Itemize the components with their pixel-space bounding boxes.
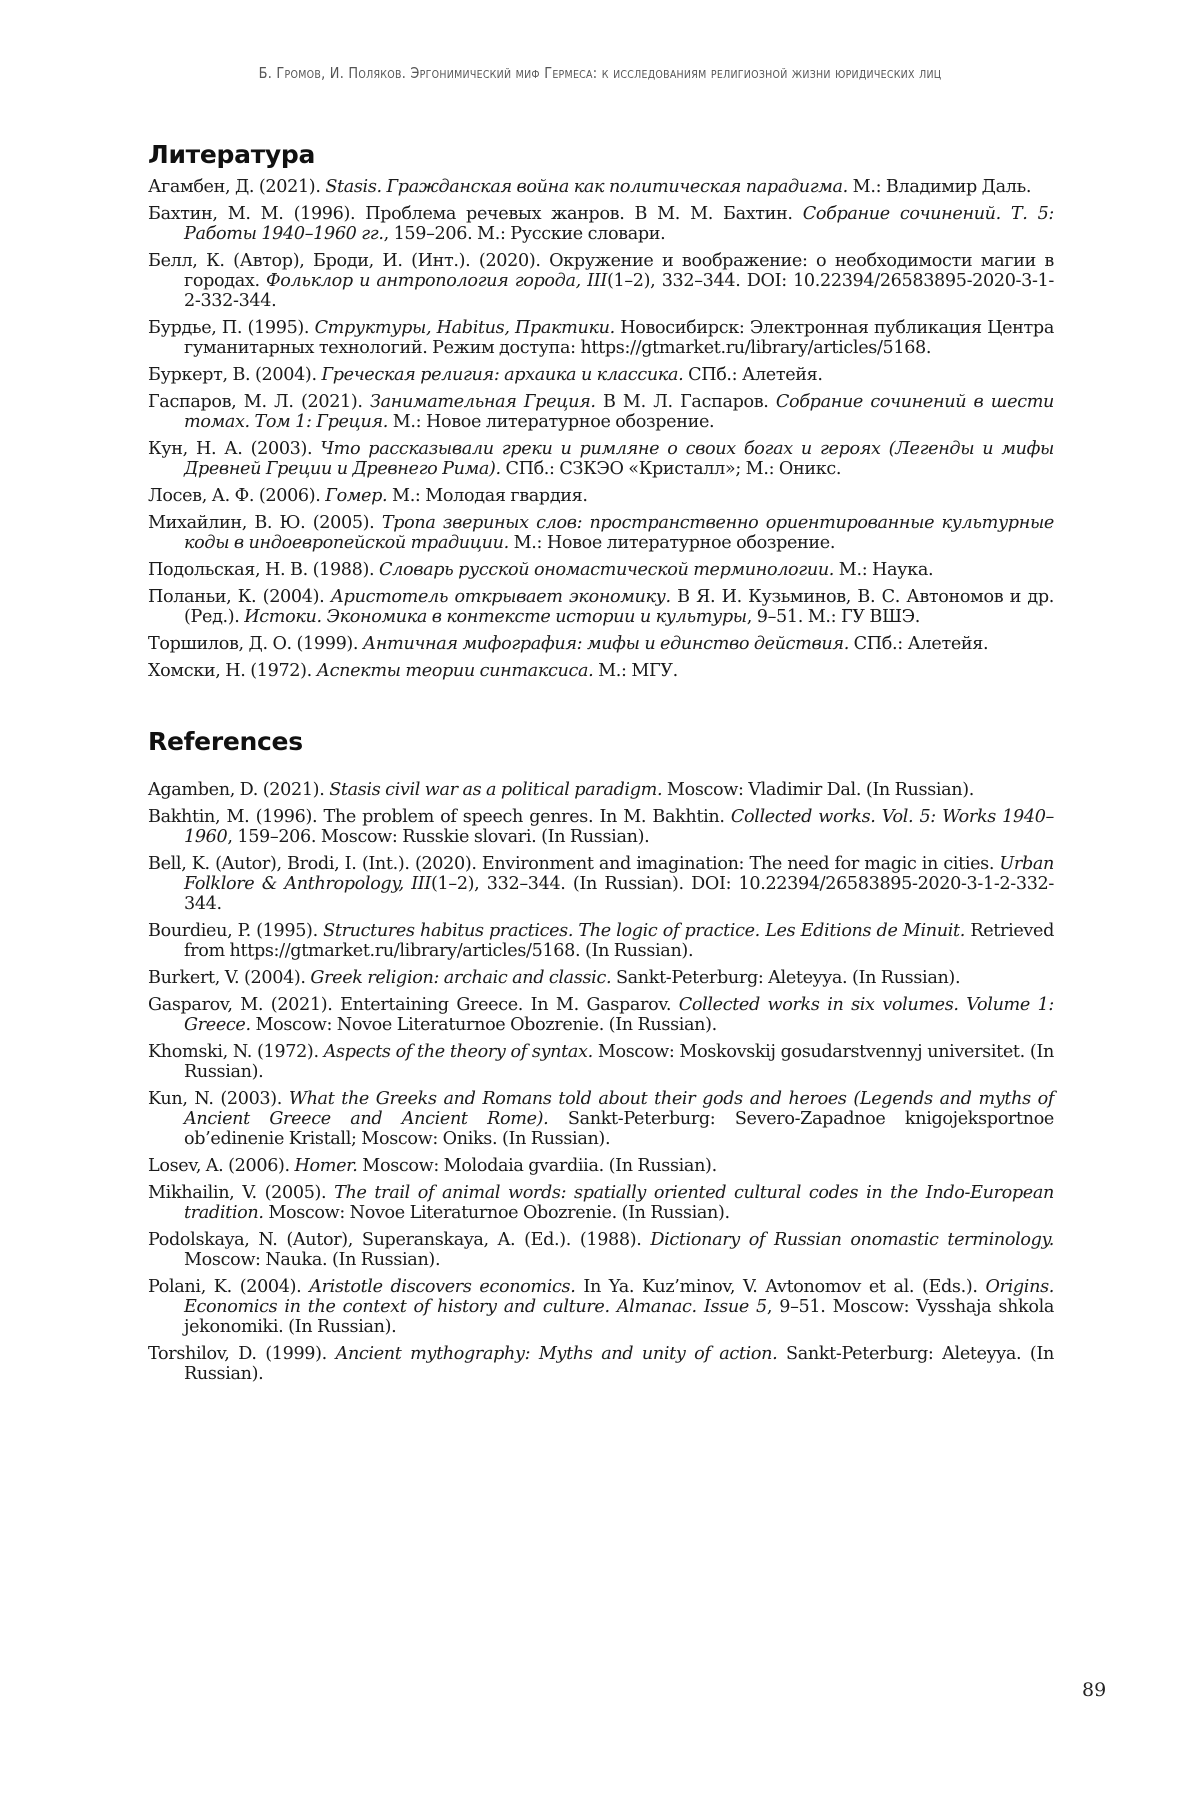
reference-text: Торшилов, Д. О. (1999).: [148, 634, 363, 654]
reference-text: Михайлин, В. Ю. (2005).: [148, 513, 382, 533]
reference-title: Aristotle discovers economics.: [309, 1277, 575, 1297]
reference-text: СПб.: Алетейя.: [683, 365, 822, 385]
reference-title: Collected works in six volumes. Volume 1: Greece.: [184, 995, 1054, 1035]
reference-text: Polani, K. (2004).: [148, 1277, 309, 1297]
reference-title: Структуры, Habitus, Практики.: [315, 318, 615, 338]
reference-text: Mikhailin, V. (2005).: [148, 1183, 334, 1203]
reference-text: , 9–51. М.: ГУ ВШЭ.: [747, 607, 920, 627]
reference-title: Тропа звериных слов: пространственно ориентированные культурные коды в индоевропейской традиции.: [184, 513, 1054, 553]
reference-title: Structures habitus practices. The logic of practice. Les Editions de Minuit.: [323, 921, 965, 941]
reference-text: (1–2), 332–344. (In Russian). DOI: 10.22394/26583895-2020-3-1-2-332-344.: [184, 874, 1054, 914]
reference-title: Словарь русской ономастической терминологии.: [379, 560, 834, 580]
reference-entry: [148, 318, 1054, 358]
reference-title: Collected works. Vol. 5: Works 1940–1960: [184, 807, 1054, 847]
page-number: 89: [1082, 1679, 1106, 1701]
reference-entry: [148, 365, 1054, 385]
reference-text: М.: Владимир Даль.: [848, 177, 1031, 197]
reference-text: М.: Молодая гвардия.: [387, 486, 587, 506]
reference-title: Античная мифография: мифы и единство действия.: [363, 634, 849, 654]
reference-text: (1–2), 332–344. DOI: 10.22394/26583895-2020-3-1-2-332-344.: [184, 271, 1054, 311]
reference-entry: [148, 968, 1054, 988]
reference-text: Кун, Н. А. (2003).: [148, 439, 320, 459]
reference-text: В М. Л. Гаспаров.: [596, 392, 776, 412]
reference-entry: [148, 1344, 1054, 1384]
reference-text: Sankt-Peterburg: Severo-Zapadnoe knigojeksportnoe ob’edinenie Kristall; Moscow: Oniks. (In Russian).: [184, 1109, 1054, 1149]
literature-list: [148, 177, 1054, 681]
reference-title: Что рассказывали греки и римляне о своих богах и героях (Легенды и мифы Древней Греции и Древнего Рима).: [184, 439, 1054, 479]
reference-entry: [148, 513, 1054, 553]
reference-text: Moscow: Moskovskij gosudarstvennyj universitet. (In Russian).: [184, 1042, 1054, 1082]
reference-text: , 159–206. М.: Русские словари.: [384, 224, 666, 244]
reference-text: В Я. И. Кузьминов, В. С. Автономов и др. (Ред.).: [184, 587, 1054, 627]
reference-text: Белл, К. (Автор), Броди, И. (Инт.). (2020). Окружение и воображение: о необходимости магии в городах.: [148, 251, 1054, 291]
reference-text: Подольская, Н. В. (1988).: [148, 560, 379, 580]
reference-title: Греческая религия: архаика и классика.: [321, 365, 683, 385]
reference-text: Moscow: Novoe Literaturnoe Obozrenie. (In Russian).: [264, 1203, 730, 1223]
reference-title: Origins. Economics in the context of history and culture. Almanac. Issue 5: [184, 1277, 1054, 1317]
references-list: [148, 780, 1054, 1384]
reference-entry: [148, 1230, 1054, 1270]
reference-title: The trail of animal words: spatially oriented cultural codes in the Indo-European tradition.: [184, 1183, 1054, 1223]
reference-title: Ancient mythography: Myths and unity of action.: [336, 1344, 778, 1364]
reference-text: Bakhtin, M. (1996). The problem of speech genres. In M. Bakhtin.: [148, 807, 731, 827]
reference-text: Losev, A. (2006).: [148, 1156, 295, 1176]
reference-text: Бахтин, М. М. (1996). Проблема речевых жанров. В М. М. Бахтин.: [148, 204, 803, 224]
reference-title: Greek religion: archaic and classic.: [310, 968, 611, 988]
reference-title: Гомер.: [325, 486, 387, 506]
reference-text: , 9–51. Moscow: Vysshaja shkola jekonomiki. (In Russian).: [184, 1297, 1054, 1337]
reference-text: Moscow: Nauka. (In Russian).: [184, 1250, 440, 1270]
reference-text: Хомски, Н. (1972).: [148, 661, 317, 681]
reference-text: Bourdieu, P. (1995).: [148, 921, 323, 941]
reference-text: Agamben, D. (2021).: [148, 780, 329, 800]
reference-entry: [148, 854, 1054, 914]
reference-entry: [148, 204, 1054, 244]
reference-entry: [148, 1089, 1054, 1149]
reference-text: Sankt-Peterburg: Aleteyya. (In Russian).: [184, 1344, 1054, 1384]
reference-entry: [148, 439, 1054, 479]
reference-text: Khomski, N. (1972).: [148, 1042, 324, 1062]
reference-title: Stasis. Гражданская война как политическая парадигма.: [325, 177, 848, 197]
literature-heading: Литература: [148, 140, 1054, 169]
reference-entry: [148, 392, 1054, 432]
reference-title: Собрание сочинений в шести томах. Том 1: Греция.: [184, 392, 1054, 432]
reference-text: Gasparov, M. (2021). Entertaining Greece. In M. Gasparov.: [148, 995, 679, 1015]
reference-entry: [148, 177, 1054, 197]
reference-title: Aspects of the theory of syntax.: [324, 1042, 593, 1062]
reference-text: СПб.: Алетейя.: [849, 634, 988, 654]
reference-text: Sankt-Peterburg: Aleteyya. (In Russian).: [611, 968, 960, 988]
reference-text: , 159–206. Moscow: Russkie slovari. (In Russian).: [227, 827, 649, 847]
running-header: Б. Громов, И. Поляков. Эргонимический миф Гермеса: к исследованиям религиозной жизни юридических лиц: [84, 64, 1116, 82]
reference-text: М.: Новое литературное обозрение.: [509, 533, 835, 553]
reference-text: М.: МГУ.: [593, 661, 678, 681]
reference-text: Новосибирск: Электронная публикация Центра гуманитарных технологий. Режим доступа: https://gtmarket.ru/library/articles/5168.: [184, 318, 1054, 358]
reference-entry: [148, 486, 1054, 506]
reference-entry: [148, 1277, 1054, 1337]
reference-entry: [148, 921, 1054, 961]
reference-text: Гаспаров, М. Л. (2021).: [148, 392, 370, 412]
reference-title: What the Greeks and Romans told about their gods and heroes (Legends and myths of Ancient Greece and Ancient Rome).: [184, 1089, 1054, 1129]
reference-text: М.: Новое литературное обозрение.: [388, 412, 714, 432]
reference-entry: [148, 1156, 1054, 1176]
reference-text: Retrieved from https://gtmarket.ru/library/articles/5168. (In Russian).: [184, 921, 1054, 961]
reference-title: Собрание сочинений. Т. 5: Работы 1940–1960 гг.: [184, 204, 1054, 244]
reference-entry: [148, 1183, 1054, 1223]
reference-text: Лосев, А. Ф. (2006).: [148, 486, 325, 506]
reference-text: In Ya. Kuz’minov, V. Avtonomov et al. (Eds.).: [575, 1277, 985, 1297]
reference-text: Агамбен, Д. (2021).: [148, 177, 325, 197]
reference-title: Stasis civil war as a political paradigm.: [329, 780, 662, 800]
reference-text: Бурдье, П. (1995).: [148, 318, 315, 338]
reference-text: Буркерт, В. (2004).: [148, 365, 321, 385]
reference-title: Dictionary of Russian onomastic terminology.: [650, 1230, 1054, 1250]
bibliography: [148, 140, 1054, 1391]
reference-text: Podolskaya, N. (Autor), Superanskaya, A. (Ed.). (1988).: [148, 1230, 650, 1250]
reference-text: Kun, N. (2003).: [148, 1089, 289, 1109]
reference-text: Torshilov, D. (1999).: [148, 1344, 336, 1364]
reference-text: СПб.: СЗКЭО «Кристалл»; М.: Оникс.: [501, 459, 841, 479]
reference-entry: [148, 1042, 1054, 1082]
reference-text: Burkert, V. (2004).: [148, 968, 310, 988]
reference-text: Moscow: Molodaia gvardiia. (In Russian).: [358, 1156, 717, 1176]
reference-entry: [148, 634, 1054, 654]
reference-title: Фольклор и антропология города, III: [266, 271, 607, 291]
reference-entry: [148, 560, 1054, 580]
reference-text: Bell, K. (Autor), Brodi, I. (Int.). (2020). Environment and imagination: The need for magic in cities.: [148, 854, 999, 874]
reference-title: Urban Folklore & Anthropology, III: [184, 854, 1054, 894]
references-heading: References: [148, 727, 1054, 756]
reference-text: Moscow: Novoe Literaturnoe Obozrenie. (In Russian).: [251, 1015, 717, 1035]
reference-entry: [148, 995, 1054, 1035]
reference-entry: [148, 661, 1054, 681]
reference-title: Аристотель открывает экономику.: [331, 587, 671, 607]
reference-text: Поланьи, К. (2004).: [148, 587, 331, 607]
reference-entry: [148, 807, 1054, 847]
reference-title: Аспекты теории синтаксиса.: [317, 661, 594, 681]
reference-entry: [148, 587, 1054, 627]
reference-title: Занимательная Греция.: [370, 392, 596, 412]
reference-title: Homer.: [295, 1156, 358, 1176]
reference-entry: [148, 780, 1054, 800]
reference-title: Истоки. Экономика в контексте истории и культуры: [244, 607, 746, 627]
reference-text: М.: Наука.: [834, 560, 933, 580]
reference-text: Moscow: Vladimir Dal. (In Russian).: [662, 780, 974, 800]
reference-entry: [148, 251, 1054, 311]
